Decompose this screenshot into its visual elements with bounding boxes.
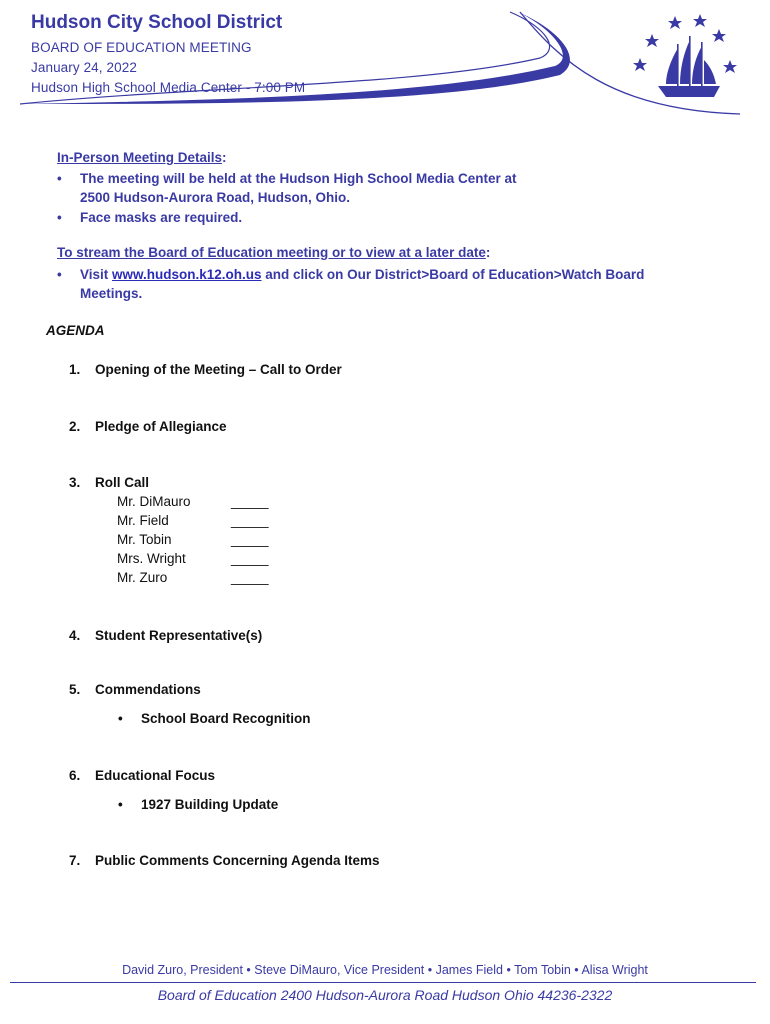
bullet-icon: • (57, 267, 62, 282)
board-address-footer: Board of Education 2400 Hudson-Aurora Road Hudson Ohio 44236-2322 (157, 987, 613, 1003)
stream-line-2: Meetings. (80, 286, 143, 301)
roll-call-member: Mr. Tobin (117, 532, 172, 547)
agenda-item-number: 4. (69, 628, 81, 643)
footer-divider (10, 982, 756, 983)
agenda-item-text: Opening of the Meeting – Call to Order (95, 362, 342, 377)
in-person-heading-text: In-Person Meeting Details (57, 150, 223, 165)
agenda-item-text: Commendations (95, 682, 201, 697)
agenda-item-number: 2. (69, 419, 81, 434)
bullet-icon: • (118, 797, 123, 812)
stream-heading (57, 245, 490, 260)
roll-call-member: Mrs. Wright (117, 551, 186, 566)
stream-heading-colon: : (485, 245, 491, 260)
agenda-item-text: Pledge of Allegiance (95, 419, 227, 434)
sub-item-text: School Board Recognition (141, 711, 311, 726)
visit-suffix: and click on Our District>Board of Education>Watch Board (261, 267, 645, 282)
location-line-2: 2500 Hudson-Aurora Road, Hudson, Ohio. (80, 190, 351, 205)
agenda-item-number: 7. (69, 853, 81, 868)
bullet-icon: • (57, 210, 62, 225)
district-title: Hudson City School District (31, 12, 283, 33)
bullet-icon: • (118, 711, 123, 726)
meeting-date: January 24, 2022 (31, 60, 137, 75)
masks-text: Face masks are required. (80, 210, 243, 225)
roll-call-blank: _____ (231, 513, 269, 528)
stream-heading-text: To stream the Board of Education meeting or to view at a later date (57, 245, 486, 260)
in-person-heading-colon: : (222, 150, 227, 165)
visit-prefix: Visit (80, 267, 113, 282)
agenda-item-text: Student Representative(s) (95, 628, 263, 643)
district-website-link[interactable]: www.hudson.k12.oh.us (112, 267, 262, 282)
bullet-icon: • (57, 171, 62, 186)
roll-call-blank: _____ (231, 551, 269, 566)
meeting-type: BOARD OF EDUCATION MEETING (31, 40, 252, 55)
meeting-location-time: Hudson High School Media Center - 7:00 PM (31, 80, 306, 95)
agenda-item-number: 1. (69, 362, 81, 377)
roll-call-blank: _____ (231, 494, 269, 509)
roll-call-member: Mr. Field (117, 513, 169, 528)
agenda-label: AGENDA (46, 323, 105, 338)
agenda-item-text: Public Comments Concerning Agenda Items (95, 853, 380, 868)
board-members-footer: David Zuro, President • Steve DiMauro, Vice President • James Field • Tom Tobin • Alisa Wright (122, 963, 648, 977)
roll-call-member: Mr. Zuro (117, 570, 168, 585)
roll-call-member: Mr. DiMauro (117, 494, 191, 509)
in-person-heading (57, 150, 227, 165)
roll-call-blank: _____ (231, 570, 269, 585)
stream-line-1 (80, 265, 644, 284)
agenda-item-text: Educational Focus (95, 768, 216, 783)
agenda-item-number: 6. (69, 768, 81, 783)
sub-item-text: 1927 Building Update (141, 797, 279, 812)
agenda-item-text: Roll Call (95, 475, 150, 490)
ship-with-stars-logo (628, 8, 743, 103)
location-line-1: The meeting will be held at the Hudson High School Media Center at (80, 171, 517, 186)
roll-call-blank: _____ (231, 532, 269, 547)
agenda-item-number: 3. (69, 475, 81, 490)
agenda-item-number: 5. (69, 682, 81, 697)
